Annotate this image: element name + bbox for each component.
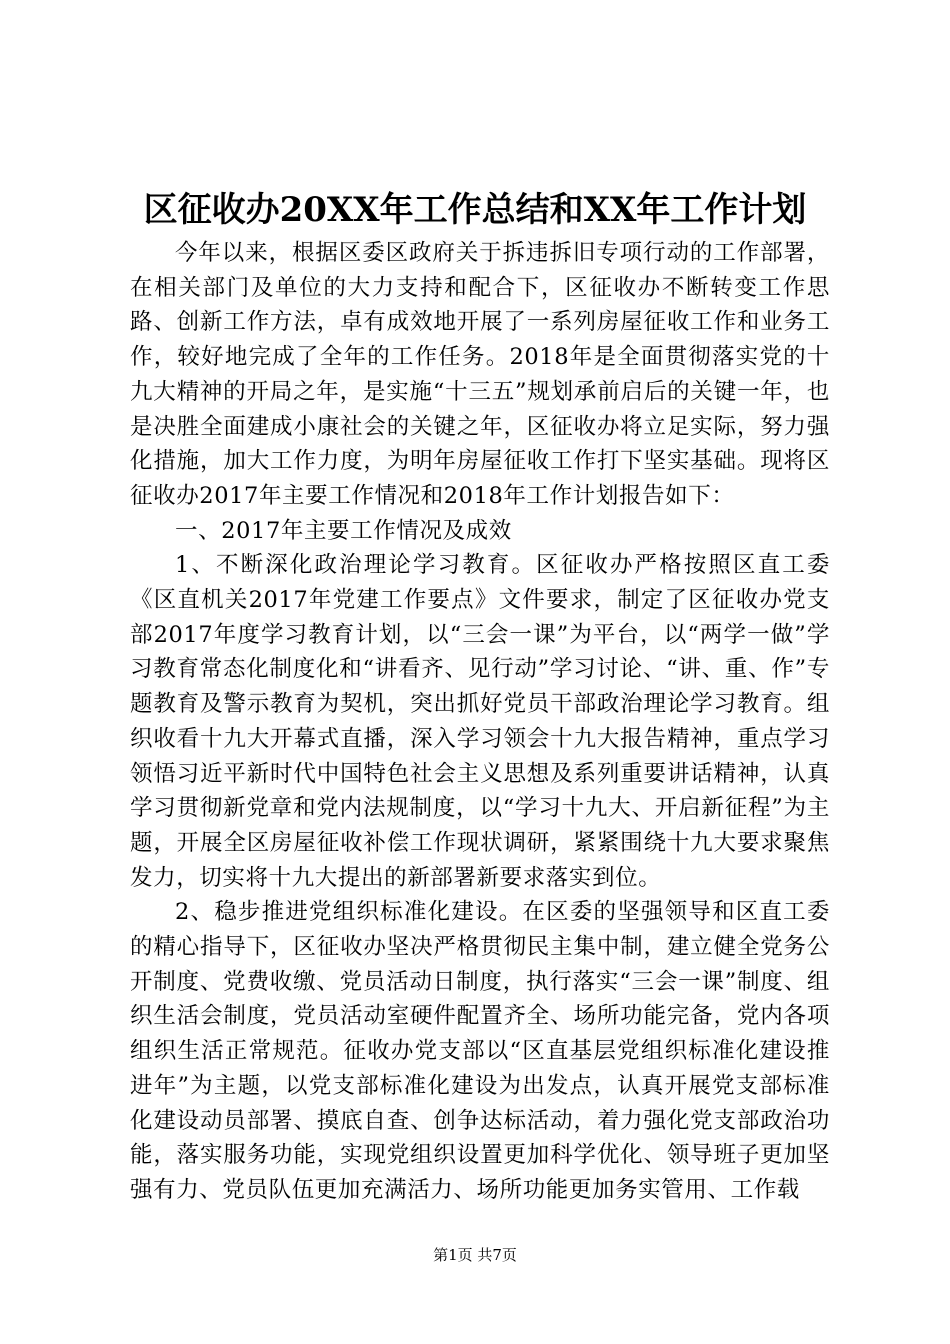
- section-heading: 一、2017年主要工作情况及成效: [175, 517, 512, 544]
- document-body: [130, 236, 830, 1208]
- paragraph-item-2: 2、稳步推进党组织标准化建设。在区委的坚强领导和区直工委的精心指导下，区征收办坚决严格贯彻民主集中制，建立健全党务公开制度、党费收缴、党员活动日制度，执行落实“三会一课”制度、组织生活会制度，党员活动室硬件配置齐全、场所功能完备，党内各项组织生活正常规范。征收办党支部以“区直基层党组织标准化建设推进年”为主题，以党支部标准化建设为出发点，认真开展党支部标准化建设动员部署、摸底自查、创争达标活动，着力强化党支部政治功能，落实服务功能，实现党组织设置更加科学优化、领导班子更加坚强有力、党员队伍更加充满活力、场所功能更加务实管用、工作载: [130, 899, 830, 1203]
- document-title: 区征收办20XX年工作总结和XX年工作计划: [143, 190, 807, 230]
- page-number-footer: 第1页 共7页: [433, 1246, 517, 1264]
- paragraph-intro: 今年以来，根据区委区政府关于拆违拆旧专项行动的工作部署，在相关部门及单位的大力支持和配合下，区征收办不断转变工作思路、创新工作方法，卓有成效地开展了一系列房屋征收工作和业务工作，较好地完成了全年的工作任务。2018年是全面贯彻落实党的十九大精神的开局之年，是实施“十三五”规划承前启后的关键一年，也是决胜全面建成小康社会的关键之年，区征收办将立足实际，努力强化措施，加大工作力度，为明年房屋征收工作打下坚实基础。现将区征收办2017年主要工作情况和2018年工作计划报告如下：: [130, 240, 830, 509]
- paragraph-item-1: 1、不断深化政治理论学习教育。区征收办严格按照区直工委《区直机关2017年党建工作要点》文件要求，制定了区征收办党支部2017年度学习教育计划，以“三会一课”为平台，以“两学一做”学习教育常态化制度化和“讲看齐、见行动”学习讨论、“讲、重、作”专题教育及警示教育为契机，突出抓好党员干部政治理论学习教育。组织收看十九大开幕式直播，深入学习领会十九大报告精神，重点学习领悟习近平新时代中国特色社会主义思想及系列重要讲话精神，认真学习贯彻新党章和党内法规制度，以“学习十九大、开启新征程”为主题，开展全区房屋征收补偿工作现状调研，紧紧围绕十九大要求聚焦发力，切实将十九大提出的新部署新要求落实到位。: [130, 552, 830, 891]
